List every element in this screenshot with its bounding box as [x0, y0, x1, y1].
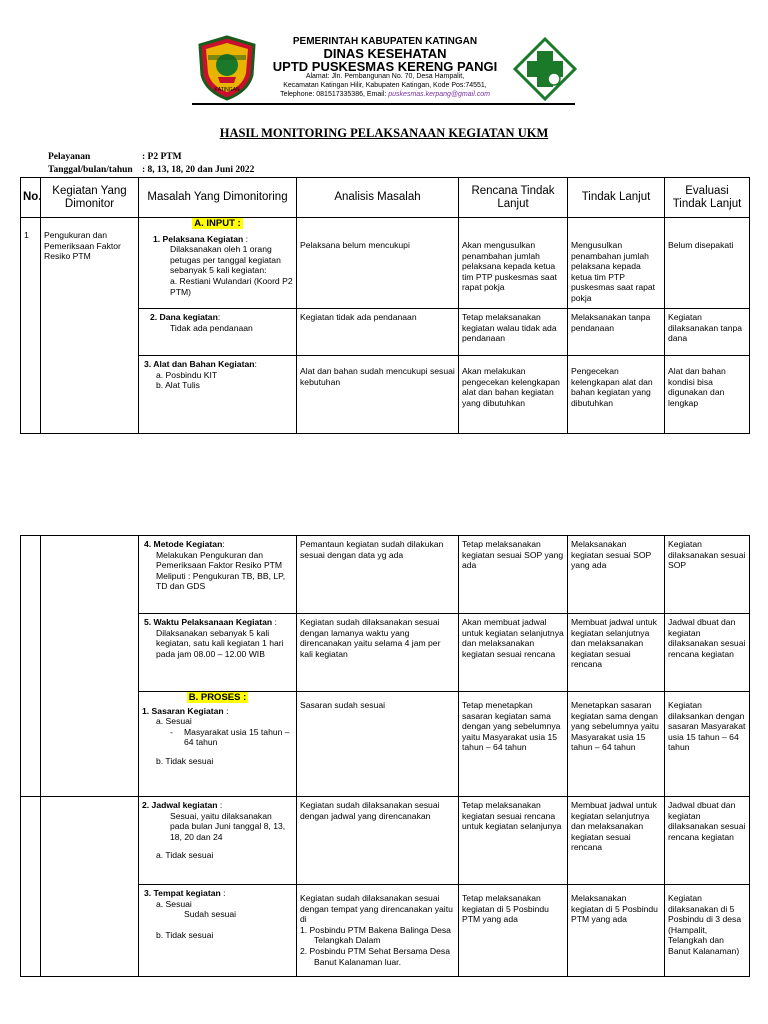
plan-cell: Tetap melaksanakan kegiatan sesuai rencana untuk kegiatan selanjunya: [459, 797, 568, 885]
monitoring-table-part-1: [20, 177, 750, 434]
followup-cell: Melaksanakan kegiatan di 5 Posbindu PTM yang ada: [568, 885, 665, 977]
contact-line: [250, 91, 520, 98]
evaluation-cell: Jadwal dbuat dan kegiatan dilaksanakan sesuai rencana kegiatan: [665, 614, 750, 692]
header-divider: [192, 103, 575, 105]
row-number: [21, 797, 41, 977]
evaluation-cell: Kegiatan dilaksanakan tanpa dana: [665, 309, 750, 356]
col-masalah: Masalah Yang Dimonitoring: [139, 178, 297, 218]
followup-cell: Membuat jadwal untuk kegiatan selanjutnya dan melaksanakan kegiatan sesuai rencana: [568, 797, 665, 885]
agency-name: DINAS KESEHATAN: [323, 46, 447, 61]
followup-cell: Melaksanakan kegiatan sesuai SOP yang ada: [568, 536, 665, 614]
evaluation-cell: Alat dan bahan kondisi bisa digunakan dan lengkap: [665, 356, 750, 434]
table-row: [21, 797, 750, 885]
service-label: Pelayanan: [48, 152, 91, 162]
problem-cell: 4. Metode Kegiatan: Melakukan Pengukuran dan Pemeriksaan Faktor Resiko PTM Meliputi : Pengukuran TB, BB, LP, TD dan GDS: [139, 536, 297, 614]
evaluation-cell: Kegiatan dilaksankan dengan sasaran Masyarakat usia 15 tahun – 64 tahun: [665, 692, 750, 797]
table-header-row: [21, 178, 750, 218]
activity-name: [41, 536, 139, 797]
followup-cell: Pengecekan kelengkapan alat dan bahan kegiatan yang dibutuhkan: [568, 356, 665, 434]
row-number: 1: [21, 218, 41, 434]
col-analisis: Analisis Masalah: [297, 178, 459, 218]
health-cross-logo: [513, 37, 577, 101]
analysis-cell: Sasaran sudah sesuai: [297, 692, 459, 797]
activity-name: Pengukuran dan Pemeriksaan Faktor Resiko PTM: [41, 218, 139, 434]
evaluation-cell: Kegiatan dilaksanakan sesuai SOP: [665, 536, 750, 614]
unit-name: UPTD PUSKESMAS KERENG PANGI: [272, 59, 498, 74]
problem-cell: 2. Dana kegiatan: Tidak ada pendanaan: [139, 309, 297, 356]
analysis-cell: Alat dan bahan sudah mencukupi sesuai kebutuhan: [297, 356, 459, 434]
evaluation-cell: Jadwal dbuat dan kegiatan dilaksanakan sesuai rencana kegiatan: [665, 797, 750, 885]
service-value: : P2 PTM: [142, 152, 182, 162]
row-number: [21, 536, 41, 797]
plan-cell: Tetap melaksanakan kegiatan di 5 Posbindu PTM yang ada: [459, 885, 568, 977]
col-rencana: Rencana Tindak Lanjut: [459, 178, 568, 218]
plan-cell: Tetap menetapkan sasaran kegiatan sama dengan yang sebelumnya yaitu Masyarakat usia 15 tahun – 64 tahun: [459, 692, 568, 797]
document-title: HASIL MONITORING PELAKSANAAN KEGIATAN UKM: [219, 126, 549, 140]
problem-cell: 3. Tempat kegiatan : a. Sesuai Sudah sesuai b. Tidak sesuai: [139, 885, 297, 977]
problem-cell: 5. Waktu Pelaksanaan Kegiatan : Dilaksanakan sebanyak 5 kali kegiatan, satu kali kegiatan 1 hari pada jam 08.00 – 12.00 WIB: [139, 614, 297, 692]
regency-logo: [196, 35, 258, 101]
phone-text: Telephone: 081517335386, Email:: [280, 91, 389, 98]
evaluation-cell: Belum disepakati: [665, 218, 750, 309]
problem-cell: A. INPUT : 1. Pelaksana Kegiatan : Dilaksanakan oleh 1 orang petugas per tanggal kegiatan sebanyak 5 kali kegiatan: a. Restiani Wulandari (Koord P2 PTM): [139, 218, 297, 309]
email-link[interactable]: puskesmas.kerpang@gmail.com: [388, 91, 490, 98]
analysis-cell: Kegiatan sudah dilaksanakan sesuai dengan lamanya waktu yang direncanakan yaitu selama 4 jam per kali kegiatan: [297, 614, 459, 692]
evaluation-cell: Kegiatan dilaksanakan di 5 Posbindu di 3 desa (Hampalit, Telangkah dan Banut Kalanaman): [665, 885, 750, 977]
plan-cell: Tetap melaksanakan kegiatan sesuai SOP yang ada: [459, 536, 568, 614]
plan-cell: Akan membuat jadwal untuk kegiatan selanjutnya dan melaksanakan kegiatan sesuai rencana: [459, 614, 568, 692]
monitoring-table-part-2: [20, 535, 750, 977]
col-kegiatan: Kegiatan Yang Dimonitor: [41, 178, 139, 218]
followup-cell: Melaksanakan tanpa pendanaan: [568, 309, 665, 356]
followup-cell: Membuat jadwal untuk kegiatan selanjutnya dan melaksanakan kegiatan sesuai rencana: [568, 614, 665, 692]
plan-cell: Tetap melaksanakan kegiatan walau tidak ada pendanaan: [459, 309, 568, 356]
col-tindak: Tindak Lanjut: [568, 178, 665, 218]
section-process-heading: B. PROSES :: [188, 692, 247, 703]
table-row: [21, 218, 750, 309]
analysis-cell: Pelaksana belum mencukupi: [297, 218, 459, 309]
table-row: [21, 536, 750, 614]
address-line-2: Kecamatan Katingan Hilir, Kabupaten Katingan, Kode Pos:74551,: [283, 82, 487, 89]
analysis-cell: Kegiatan sudah dilaksanakan sesuai dengan tempat yang direncanakan yaitu di 1. Posbindu PTM Bakena Balinga Desa Telangkah Dalam 2. Posbindu PTM Sehat Bersama Desa Banut Kalanaman luar.: [297, 885, 459, 977]
plan-cell: Akan mengusulkan penambahan jumlah pelaksana kepada ketua tim PTP puskesmas saat rapat pokja: [459, 218, 568, 309]
followup-cell: Menetapkan sasaran kegiatan sama dengan yang sebelumnya yaitu Masyarakat usia 15 tahun – 64 tahun: [568, 692, 665, 797]
date-value: : 8, 13, 18, 20 dan Juni 2022: [142, 165, 255, 175]
address-line-1: Alamat: Jln. Pembangunan No. 70, Desa Hampalit,: [305, 73, 465, 80]
analysis-cell: Pemantaun kegiatan sudah dilakukan sesuai dengan data yg ada: [297, 536, 459, 614]
problem-cell: B. PROSES : 1. Sasaran Kegiatan : a. Sesuai - Masyarakat usia 15 tahun – 64 tahun b. Tidak sesuai: [139, 692, 297, 797]
followup-cell: Mengusulkan penambahan jumlah pelaksana kepada ketua tim PTP puskesmas saat rapat pokja: [568, 218, 665, 309]
col-no: No.: [21, 178, 41, 218]
date-label: Tanggal/bulan/tahun: [48, 165, 133, 175]
analysis-cell: Kegiatan tidak ada pendanaan: [297, 309, 459, 356]
government-name: PEMERINTAH KABUPATEN KATINGAN: [292, 36, 478, 47]
problem-cell: 3. Alat dan Bahan Kegiatan: a. Posbindu KIT b. Alat Tulis: [139, 356, 297, 434]
section-input-heading: A. INPUT :: [194, 218, 241, 229]
col-evaluasi: Evaluasi Tindak Lanjut: [665, 178, 750, 218]
analysis-cell: Kegiatan sudah dilaksanakan sesuai dengan jadwal yang direncanakan: [297, 797, 459, 885]
problem-cell: 2. Jadwal kegiatan : Sesuai, yaitu dilaksanakan pada bulan Juni tanggal 8, 13, 18, 20 dan 24 a. Tidak sesuai: [139, 797, 297, 885]
activity-name: [41, 797, 139, 977]
plan-cell: Akan melakukan pengecekan kelengkapan alat dan bahan kegiatan yang dibutuhkan: [459, 356, 568, 434]
logo-lettering: KATINGAN: [214, 87, 240, 93]
